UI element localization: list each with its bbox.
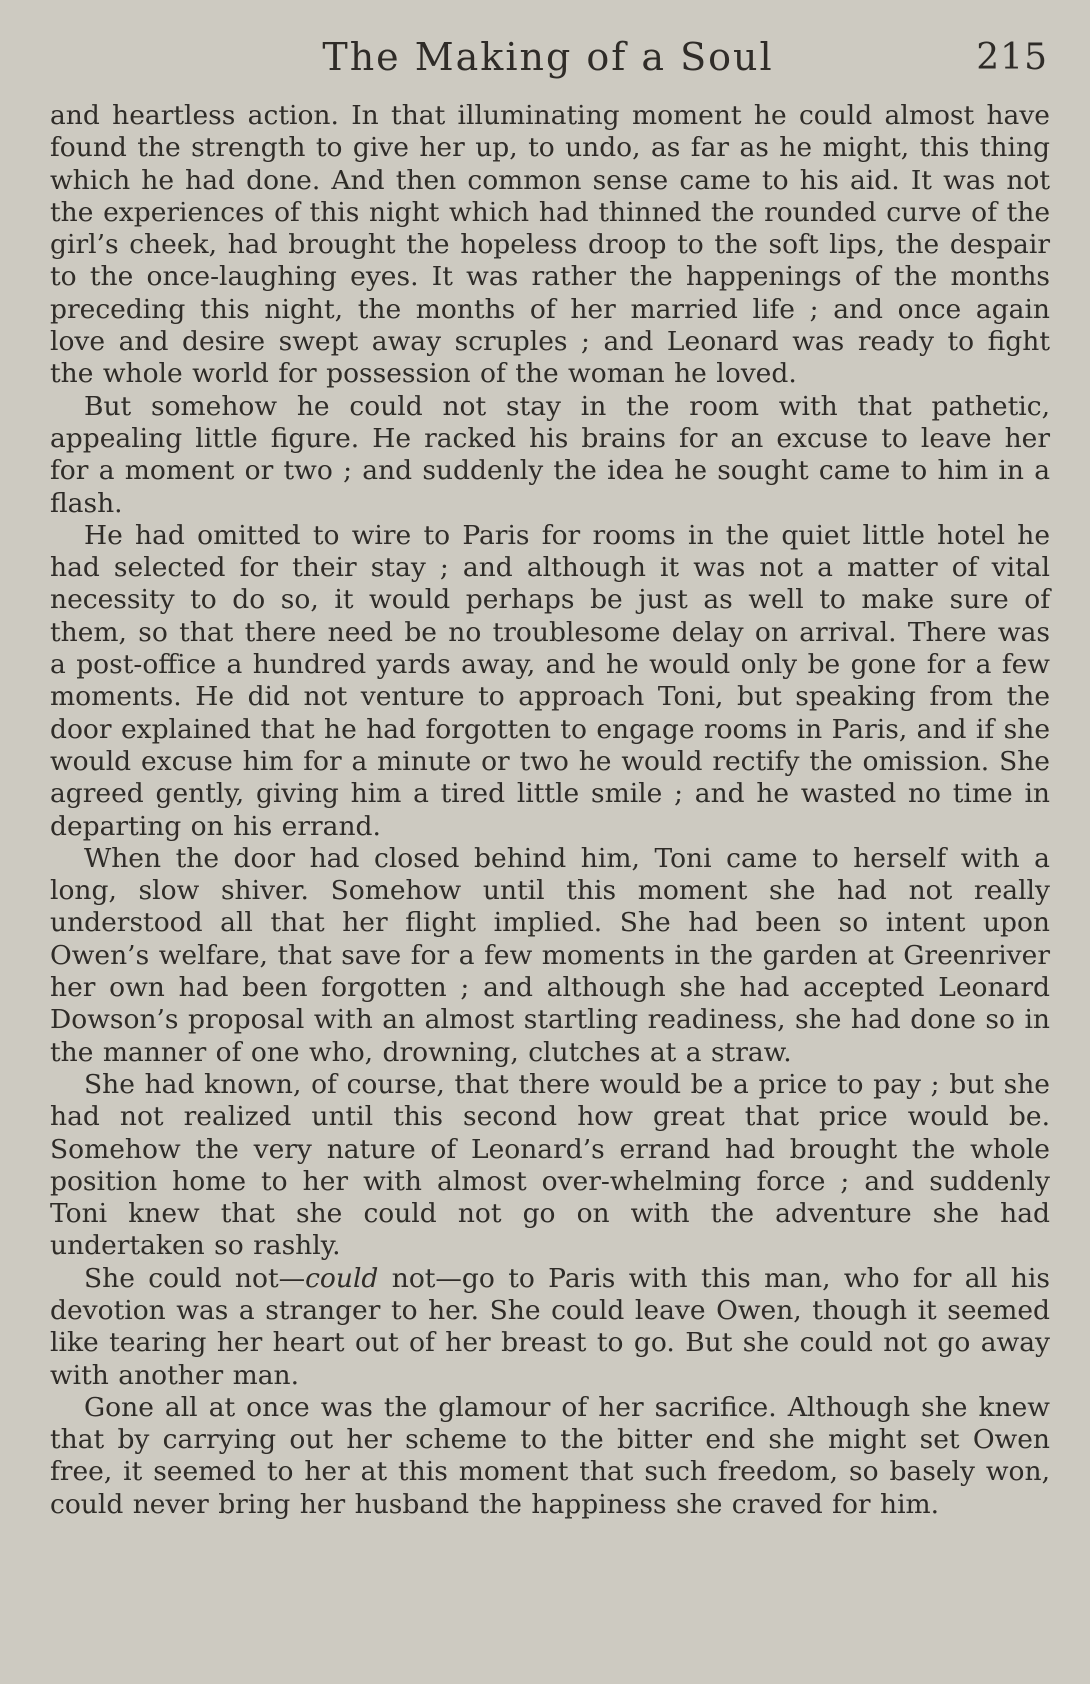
paragraph: She had known, of course, that there would be a price to pay ; but she had not realized until this second how great that price would be. Somehow the very nature of Leonard’s errand had brought the whole position home to her with almost over-whelming force ; and suddenly Toni knew that she could not go on with the adventure she had undertaken so rashly. (50, 1068, 1050, 1262)
paragraph: When the door had closed behind him, Toni came to herself with a long, slow shiver. Somehow until this moment she had not really understood all that her flight implied. She had been so intent upon Owen’s welfare, that save for a few moments in the garden at Greenriver her own had been forgotten ; and although she had accepted Leonard Dowson’s proposal with an almost startling readiness, she had done so in the manner of one who, drowning, clutches at a straw. (50, 842, 1050, 1068)
body-text (50, 100, 1050, 1521)
page-title: The Making of a Soul (322, 35, 774, 79)
paragraph: He had omitted to wire to Paris for rooms in the quiet little hotel he had selected for their stay ; and although it was not a matter of vital necessity to do so, it would perhaps be just as well to make sure of them, so that there need be no troublesome delay on arrival. There was a post-office a hundred yards away, and he would only be gone for a few moments. He did not venture to approach Toni, but speaking from the door explained that he had forgotten to engage rooms in Paris, and if she would excuse him for a minute or two he would rectify the omission. She agreed gently, giving him a tired little smile ; and he wasted no time in departing on his errand. (50, 519, 1050, 842)
paragraph-text: not—go to Paris with this man, who for all his devotion was a stranger to her. She could leave Owen, though it seemed like tearing her heart out of her breast to go. But she could not go away with another man. (50, 1262, 1050, 1391)
paragraph (50, 1263, 1050, 1392)
paragraph: and heartless action. In that illuminating moment he could almost have found the strength to give her up, to undo, as far as he might, this thing which he had done. And then common sense came to his aid. It was not the experiences of this night which had thinned the rounded curve of the girl’s cheek, had brought the hopeless droop to the soft lips, the despair to the once-laughing eyes. It was rather the happenings of the months preceding this night, the months of her married life ; and once again love and desire swept away scruples ; and Leonard was ready to fight the whole world for possession of the woman he loved. (50, 100, 1050, 390)
paragraph-text: She could not— (84, 1262, 306, 1294)
page-number: 215 (976, 37, 1048, 78)
paragraph: Gone all at once was the glamour of her sacrifice. Although she knew that by carrying out her scheme to the bitter end she might set Owen free, it seemed to her at this moment that such freedom, so basely won, could never bring her husband the happiness she craved for him. (50, 1391, 1050, 1520)
paragraph: But somehow he could not stay in the room with that pathetic, appealing little figure. He racked his brains for an excuse to leave her for a moment or two ; and suddenly the idea he sought came to him in a flash. (50, 390, 1050, 519)
running-head (48, 32, 1048, 92)
emphasis-text: could (305, 1262, 379, 1294)
